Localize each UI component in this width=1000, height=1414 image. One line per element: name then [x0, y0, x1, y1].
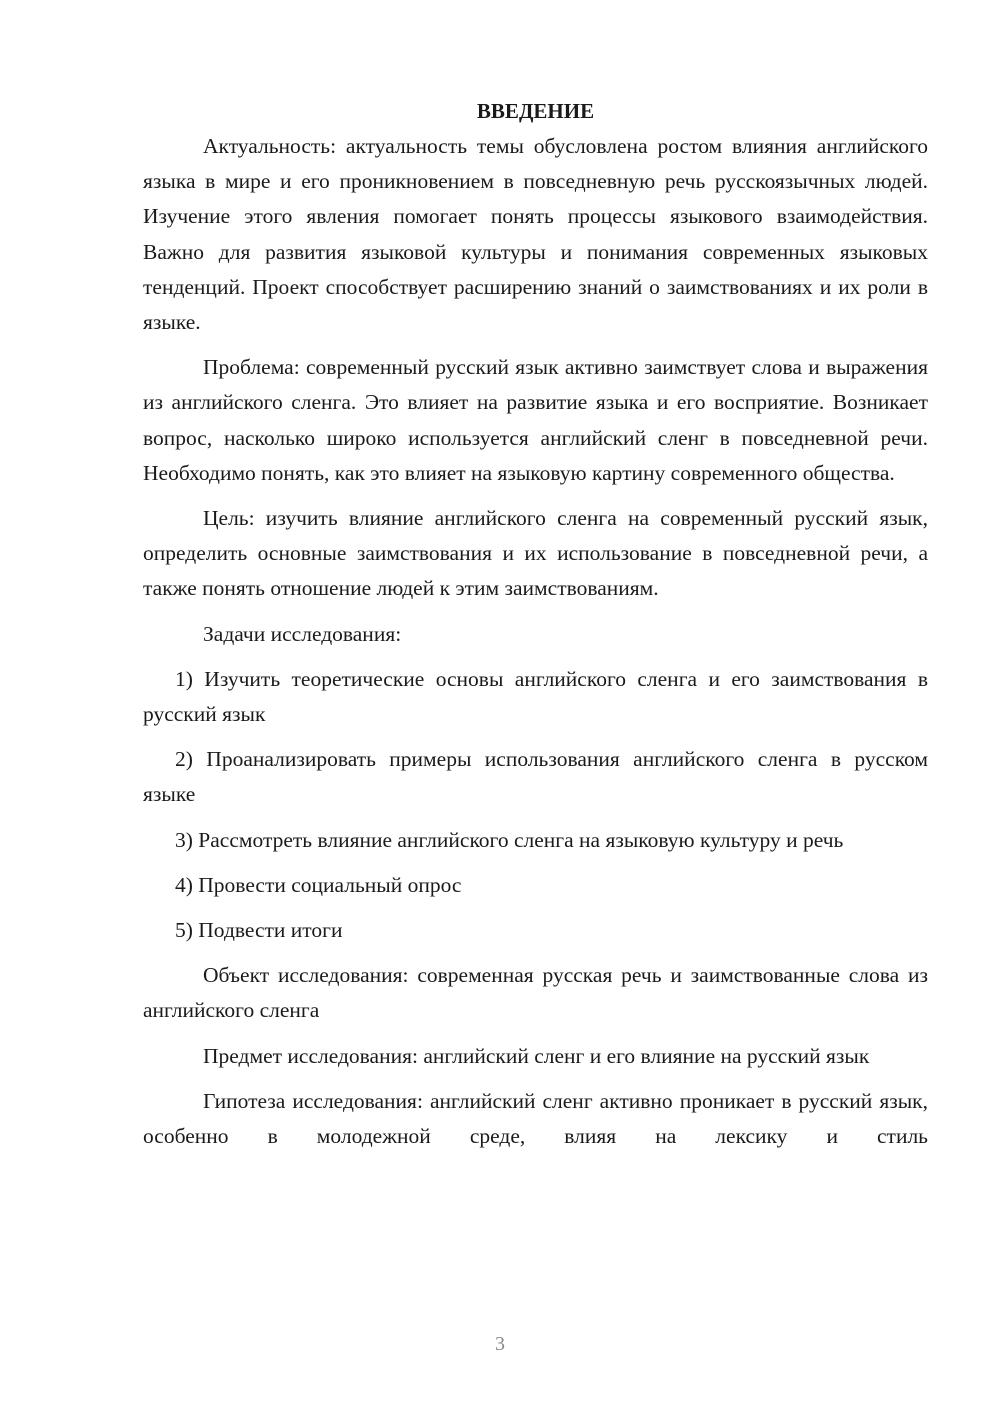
paragraph-object: Объект исследования: современная русская речь и заимствованные слова из английского сленга [143, 963, 928, 1023]
paragraph-problem: Проблема: современный русский язык активно заимствует слова и выражения из английского сленга. Это влияет на развитие языка и его восприятие. Возникает вопрос, насколько широко используется английский сленг в повседневной речи. Необходимо понять, как это влияет на языковую картину современного общества. [143, 355, 928, 485]
list-item-task-2: 2) Проанализировать примеры использования английского сленга в русском языке [143, 747, 928, 807]
list-item-task-1: 1) Изучить теоретические основы английского сленга и его заимствования в русский язык [143, 666, 928, 727]
list-item-task-5: 5) Подвести итоги [175, 918, 343, 943]
paragraph-subject: Предмет исследования: английский сленг и его влияние на русский язык [203, 1043, 870, 1068]
paragraph-hypothesis: Гипотеза исследования: английский сленг активно проникает в русский язык, особенно в молодежной среде, влияя на лексику и стиль [143, 1088, 928, 1149]
document-page [143, 94, 928, 1154]
paragraph-tasks-heading: Задачи исследования: [203, 621, 402, 646]
page-number: 3 [495, 1333, 505, 1355]
paragraph-relevance: Актуальность: актуальность темы обусловлена ростом влияния английского языка в мире и его проникновением в повседневную речь русскоязычных людей. Изучение этого явления помогает понять процессы языкового взаимодействия. Важно для развития языковой культуры и понимания современных языковых тенденций. Проект способствует расширению знаний о заимствованиях и их роли в языке. [143, 134, 928, 335]
list-item-task-4: 4) Провести социальный опрос [175, 872, 462, 897]
page-title: ВВЕДЕНИЕ [476, 99, 595, 123]
paragraph-goal: Цель: изучить влияние английского сленга на современный русский язык, определить основные заимствования и их использование в повседневной речи, а также понять отношение людей к этим заимствованиям. [143, 506, 928, 601]
list-item-task-3: 3) Рассмотреть влияние английского сленга на языковую культуру и речь [175, 827, 844, 852]
